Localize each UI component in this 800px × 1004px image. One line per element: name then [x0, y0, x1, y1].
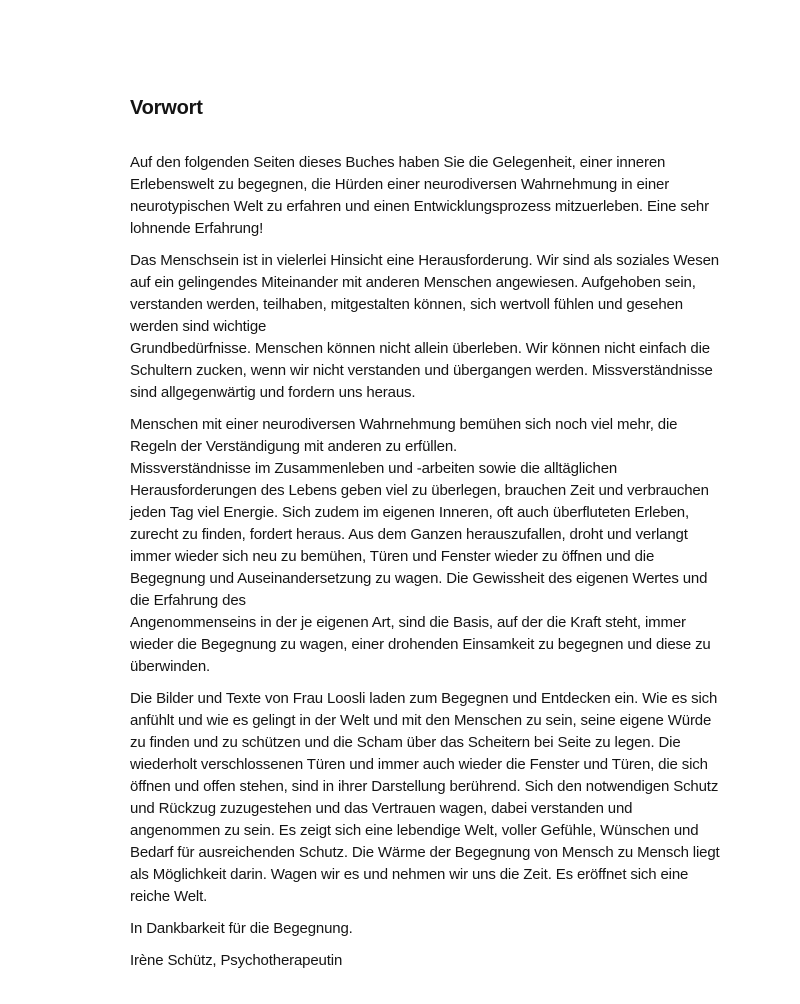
text-line: Schultern zucken, wenn wir nicht verstanden und übergangen werden. Missverständnisse [130, 362, 713, 379]
artwork-paragraph [130, 688, 720, 908]
text-line: Bedarf für ausreichenden Schutz. Die Wärme der Begegnung von Mensch zu Mensch liegt [130, 844, 720, 861]
text-line: lohnende Erfahrung! [130, 220, 264, 237]
text-line: angenommen zu sein. Es zeigt sich eine lebendige Welt, voller Gefühle, Wünschen und [130, 822, 699, 839]
text-line: und Rückzug zuzugestehen und das Vertrauen wagen, dabei verstanden und [130, 800, 633, 817]
text-line: die Erfahrung des [130, 592, 246, 609]
text-line: öffnen und offen stehen, sind in ihrer Darstellung berührend. Sich den notwendigen Schutz [130, 778, 719, 795]
intro-paragraph [130, 152, 710, 240]
human-condition-paragraph [130, 250, 719, 404]
text-line: anfühlt und wie es gelingt in der Welt und mit den Menschen zu sein, seine eigene Würde [130, 712, 712, 729]
text-line: Grundbedürfnisse. Menschen können nicht allein überleben. Wir können nicht einfach die [130, 340, 710, 357]
page-title: Vorwort [130, 97, 203, 119]
document-body [130, 152, 720, 982]
neurodiversity-paragraph [130, 414, 710, 678]
text-line: Das Menschsein ist in vielerlei Hinsicht eine Herausforderung. Wir sind als soziales Wesen [130, 252, 719, 269]
text-line: Menschen mit einer neurodiversen Wahrnehmung bemühen sich noch viel mehr, die [130, 416, 678, 433]
text-line: zu finden und zu schützen und die Scham über das Scheitern bei Seite zu legen. Die [130, 734, 681, 751]
text-line: In Dankbarkeit für die Begegnung. [130, 920, 353, 937]
text-line: immer wieder sich neu zu bemühen, Türen und Fenster wieder zu öffnen und die [130, 548, 655, 565]
text-line: Irène Schütz, Psychotherapeutin [130, 952, 343, 969]
text-line: wiederholt verschlossenen Türen und immer auch wieder die Fenster und Türen, die sich [130, 756, 708, 773]
text-line: wieder die Begegnung zu wagen, einer drohenden Einsamkeit zu begegnen und diese zu [130, 636, 711, 653]
signature-line [130, 950, 710, 972]
text-line: neurotypischen Welt zu erfahren und einen Entwicklungsprozess mitzuerleben. Eine sehr [130, 198, 709, 215]
text-line: reiche Welt. [130, 888, 208, 905]
text-line: sind allgegenwärtig und fordern uns heraus. [130, 384, 416, 401]
text-line: werden sind wichtige [130, 318, 267, 335]
text-line: als Möglichkeit darin. Wagen wir es und nehmen wir uns die Zeit. Es eröffnet sich eine [130, 866, 689, 883]
text-line: jeden Tag viel Energie. Sich zudem im eigenen Inneren, oft auch überfluteten Erleben, [130, 504, 690, 521]
text-line: auf ein gelingendes Miteinander mit anderen Menschen angewiesen. Aufgehoben sein, [130, 274, 696, 291]
text-line: überwinden. [130, 658, 211, 675]
text-line: Begegnung und Auseinandersetzung zu wagen. Die Gewissheit des eigenen Wertes und [130, 570, 708, 587]
text-line: verstanden werden, teilhaben, mitgestalten können, sich wertvoll fühlen und gesehen [130, 296, 683, 313]
text-line: Auf den folgenden Seiten dieses Buches haben Sie die Gelegenheit, einer inneren [130, 154, 666, 171]
text-line: Missverständnisse im Zusammenleben und -arbeiten sowie die alltäglichen [130, 460, 618, 477]
gratitude-line [130, 918, 710, 940]
text-line: Angenommenseins in der je eigenen Art, sind die Basis, auf der die Kraft steht, immer [130, 614, 686, 631]
text-line: Herausforderungen des Lebens geben viel zu überlegen, brauchen Zeit und verbrauchen [130, 482, 709, 499]
text-line: Regeln der Verständigung mit anderen zu erfüllen. [130, 438, 458, 455]
text-line: zurecht zu finden, fordert heraus. Aus dem Ganzen herauszufallen, droht und verlangt [130, 526, 688, 543]
text-line: Die Bilder und Texte von Frau Loosli laden zum Begegnen und Entdecken ein. Wie es sich [130, 690, 718, 707]
text-line: Erlebenswelt zu begegnen, die Hürden einer neurodiversen Wahrnehmung in einer [130, 176, 670, 193]
